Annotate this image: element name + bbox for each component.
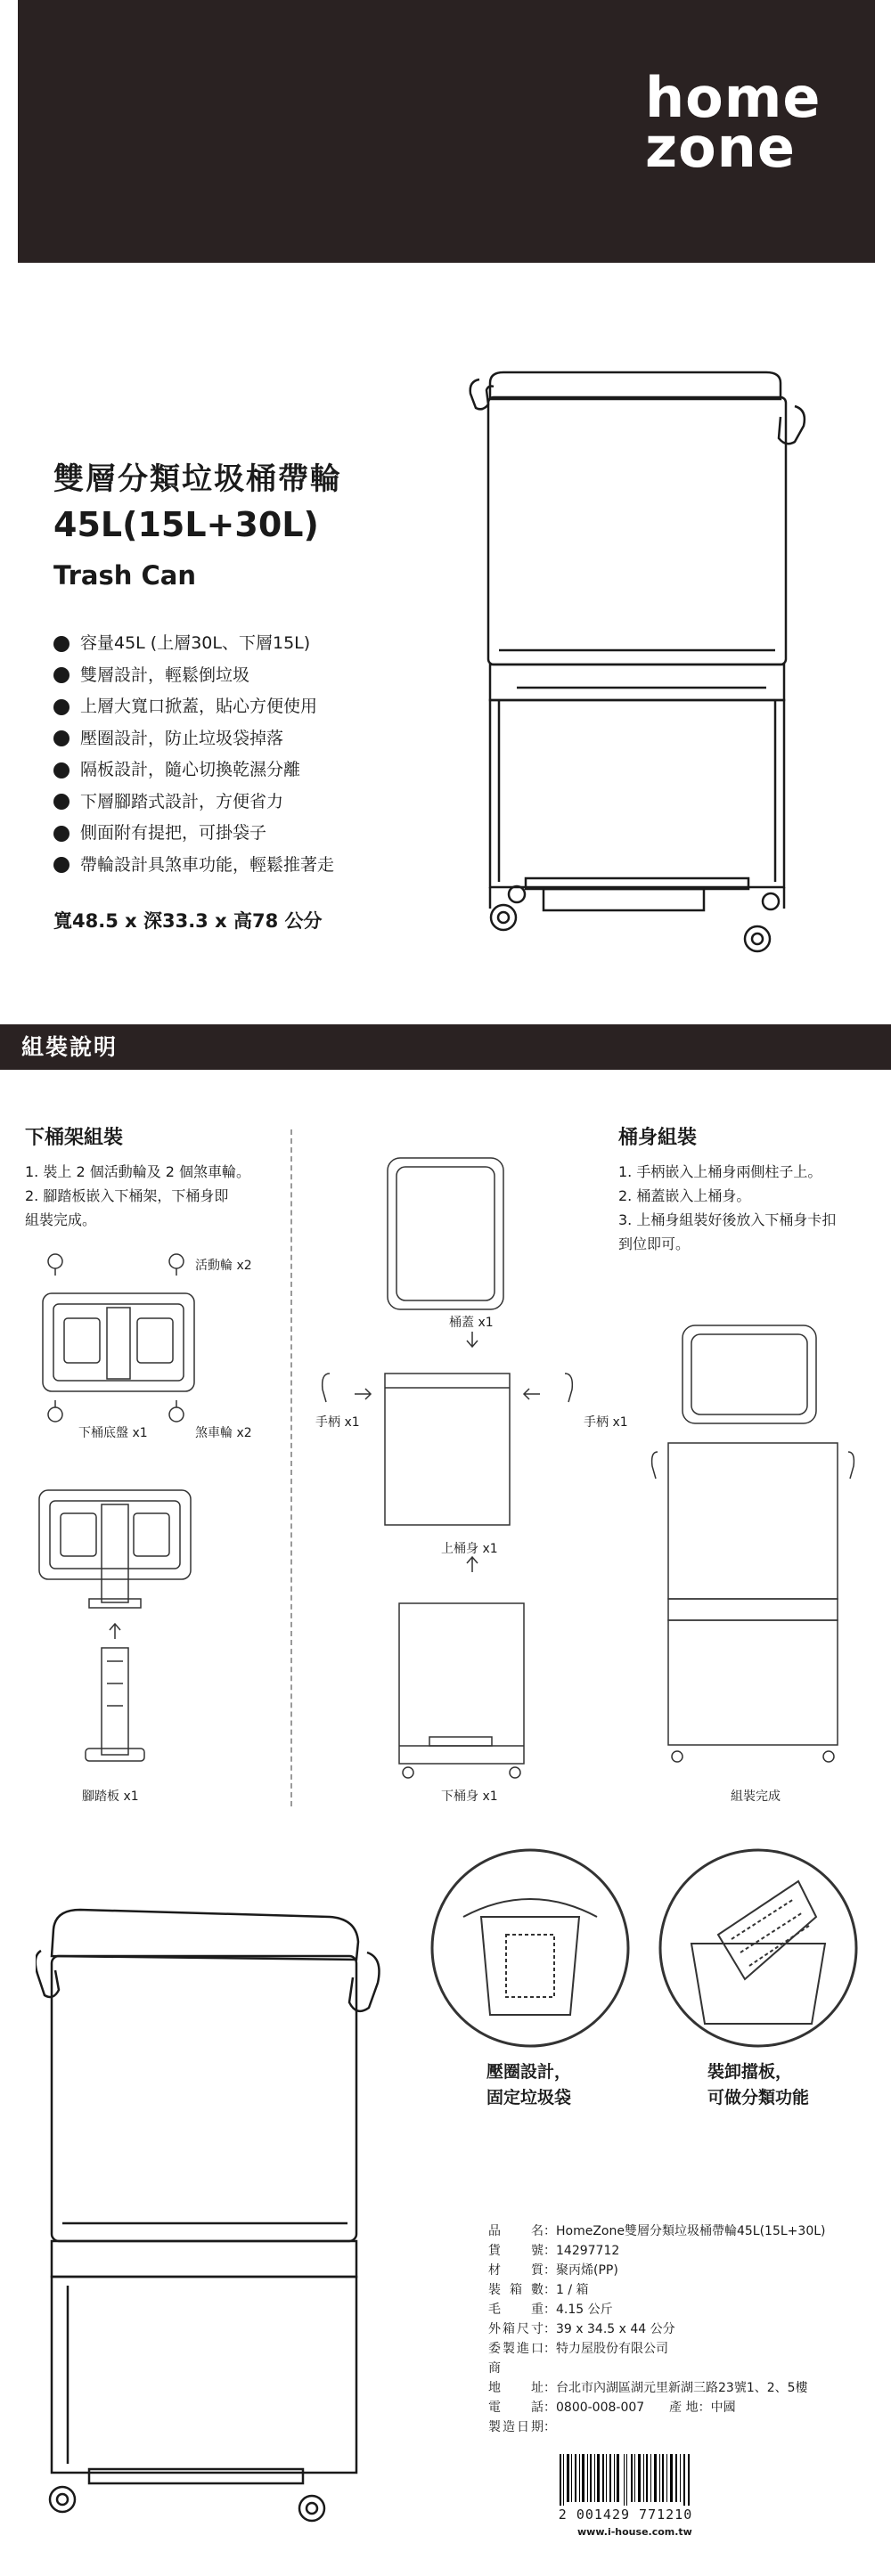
- spec-value: 聚丙烯(PP): [556, 2263, 618, 2278]
- website-url: www.i-house.com.tw: [577, 2526, 692, 2538]
- bullet-icon: [53, 794, 69, 810]
- ring-detail-caption: [486, 2059, 571, 2111]
- feature-item: [53, 723, 334, 755]
- spec-row: [488, 2319, 825, 2339]
- barcode-number: 2 001429 771210: [558, 2507, 693, 2523]
- spec-key: 毛重: [488, 2303, 544, 2317]
- bullet-icon: [53, 636, 69, 652]
- spec-row: [488, 2339, 825, 2378]
- feature-text: 下層腳踏式設計，方便省力: [80, 791, 284, 811]
- product-title-zh: 雙層分類垃圾桶帶輪: [53, 461, 342, 497]
- step-item: 1. 裝上 2 個活動輪及 2 個煞車輪。: [25, 1163, 251, 1180]
- feature-item: [53, 787, 334, 819]
- spec-sep: ：: [544, 2381, 556, 2395]
- upper-assembly-steps: [618, 1160, 836, 1256]
- step-item: 2. 腳踏板嵌入下桶架，下桶身即: [25, 1187, 229, 1204]
- bullet-icon: [53, 762, 69, 779]
- homezone-logo: [645, 65, 823, 180]
- step-item: 1. 手柄嵌入上桶身兩側柱子上。: [618, 1163, 822, 1180]
- lid-label: 桶蓋 x1: [449, 1316, 494, 1330]
- brand-header: [18, 0, 875, 263]
- spec-value: 14297712: [556, 2244, 620, 2258]
- spec-key: 製造日期: [488, 2420, 544, 2434]
- spec-value: HomeZone雙層分類垃圾桶帶輪45L(15L+30L): [556, 2224, 826, 2238]
- spec-row: [488, 2378, 825, 2398]
- caption-line: 裝卸擋板，: [707, 2062, 793, 2082]
- trash-can-side-illustration: [36, 1903, 392, 2526]
- spec-value: 台北市內湖區湖元里新湖三路23號1、2、5樓: [556, 2381, 808, 2395]
- spec-key: 電話: [488, 2401, 544, 2415]
- complete-label: 組裝完成: [731, 1789, 781, 1804]
- lower-assembly-steps: [25, 1160, 250, 1232]
- spec-row: [488, 2280, 825, 2300]
- feature-text: 壓圈設計，防止垃圾袋掉落: [80, 728, 284, 748]
- spec-row: [488, 2398, 825, 2417]
- logo-line-1: home: [645, 65, 822, 130]
- bullet-icon: [53, 699, 69, 715]
- base-label: 下桶底盤 x1: [78, 1426, 148, 1440]
- spec-sep: ：: [544, 2322, 556, 2336]
- spec-key: 貨號: [488, 2244, 544, 2258]
- assembly-section-title: 組裝說明: [0, 1024, 891, 1070]
- upper-assembly-heading: 桶身組裝: [618, 1127, 698, 1149]
- spec-sep: ：: [544, 2303, 556, 2317]
- spec-key: 地址: [488, 2381, 544, 2395]
- divider-detail-caption: [707, 2059, 809, 2111]
- handle-left-label: 手柄 x1: [315, 1415, 360, 1430]
- feature-text: 雙層設計，輕鬆倒垃圾: [80, 664, 250, 685]
- lower-base-parts-diagram: [36, 1247, 267, 1443]
- feature-item: [53, 850, 334, 882]
- spec-key: 外箱尺寸: [488, 2322, 544, 2336]
- spec-table: [488, 2221, 825, 2437]
- spec-sep: ：: [544, 2224, 556, 2238]
- feature-text: 側面附有提把，可掛袋子: [80, 823, 267, 843]
- spec-row: [488, 2300, 825, 2319]
- spec-key: 裝箱數: [488, 2283, 544, 2297]
- lower-body-label: 下桶身 x1: [441, 1789, 498, 1804]
- pedal-assembly-diagram: [36, 1483, 214, 1777]
- handle-right-label: 手柄 x1: [584, 1415, 628, 1430]
- spec-value: 1 / 箱: [556, 2283, 589, 2297]
- spec-key: 委製進口商: [488, 2342, 544, 2376]
- spec-sep: ：: [544, 2283, 556, 2297]
- logo-line-2: zone: [645, 115, 796, 180]
- feature-item: [53, 754, 334, 787]
- column-divider: [290, 1129, 292, 1806]
- bullet-icon: [53, 730, 69, 746]
- spec-row: [488, 2221, 825, 2241]
- feature-text: 帶輪設計具煞車功能，輕鬆推著走: [80, 854, 335, 875]
- spec-value: 特力屋股份有限公司: [556, 2342, 668, 2356]
- feature-item: [53, 660, 334, 692]
- product-capacity-title: 45L(15L+30L): [53, 505, 319, 544]
- product-title-block: [53, 454, 342, 591]
- spec-value: 39 x 34.5 x 44 公分: [556, 2322, 675, 2336]
- assembled-can-diagram: [650, 1318, 864, 1773]
- feature-text: 隔板設計，隨心切換乾濕分離: [80, 760, 301, 779]
- feature-item: [53, 691, 334, 723]
- product-title-en: Trash Can: [53, 560, 196, 591]
- step-item: 到位即可。: [618, 1235, 691, 1252]
- product-dimensions: 寬48.5 x 深33.3 x 高78 公分: [53, 910, 323, 932]
- pedal-label: 腳踏板 x1: [82, 1789, 139, 1804]
- spec-sep: ：: [544, 2420, 556, 2434]
- caption-line: 固定垃圾袋: [486, 2088, 572, 2107]
- brake-label: 煞車輪 x2: [195, 1426, 252, 1440]
- upper-body-parts-diagram: [303, 1149, 588, 1790]
- spec-sep: ：: [544, 2244, 556, 2258]
- lower-assembly-heading: 下桶架組裝: [25, 1127, 124, 1149]
- spec-value: 0800-008-007 產 地：中國: [556, 2401, 736, 2415]
- feature-text: 上層大寬口掀蓋，貼心方便使用: [80, 697, 318, 716]
- step-item: 2. 桶蓋嵌入上桶身。: [618, 1187, 751, 1204]
- bullet-icon: [53, 857, 69, 873]
- spec-key: 品名: [488, 2224, 544, 2238]
- step-item: 組裝完成。: [25, 1211, 97, 1228]
- bullet-icon: [53, 826, 69, 842]
- upper-body-label: 上桶身 x1: [441, 1542, 498, 1556]
- feature-text: 容量45L (上層30L、下層15L): [80, 633, 311, 653]
- barcode-image: [560, 2454, 691, 2506]
- caption-line: 可做分類功能: [707, 2088, 810, 2107]
- trash-can-hero-illustration: [463, 356, 811, 971]
- step-item: 3. 上桶身組裝好後放入下桶身卡扣: [618, 1211, 837, 1228]
- divider-detail-illustration: [656, 1846, 861, 2050]
- feature-list: [53, 628, 334, 881]
- feature-item: [53, 628, 334, 660]
- feature-item: [53, 818, 334, 850]
- spec-sep: ：: [544, 2401, 556, 2415]
- spec-row: [488, 2261, 825, 2280]
- spec-value: 4.15 公斤: [556, 2303, 613, 2317]
- spec-sep: ：: [544, 2263, 556, 2278]
- bullet-icon: [53, 667, 69, 683]
- spec-key: 材質: [488, 2263, 544, 2278]
- caption-line: 壓圈設計，: [486, 2062, 572, 2082]
- caster-label: 活動輪 x2: [195, 1259, 252, 1273]
- spec-row: [488, 2417, 825, 2437]
- spec-row: [488, 2241, 825, 2261]
- spec-sep: ：: [544, 2342, 556, 2356]
- ring-detail-illustration: [428, 1846, 633, 2050]
